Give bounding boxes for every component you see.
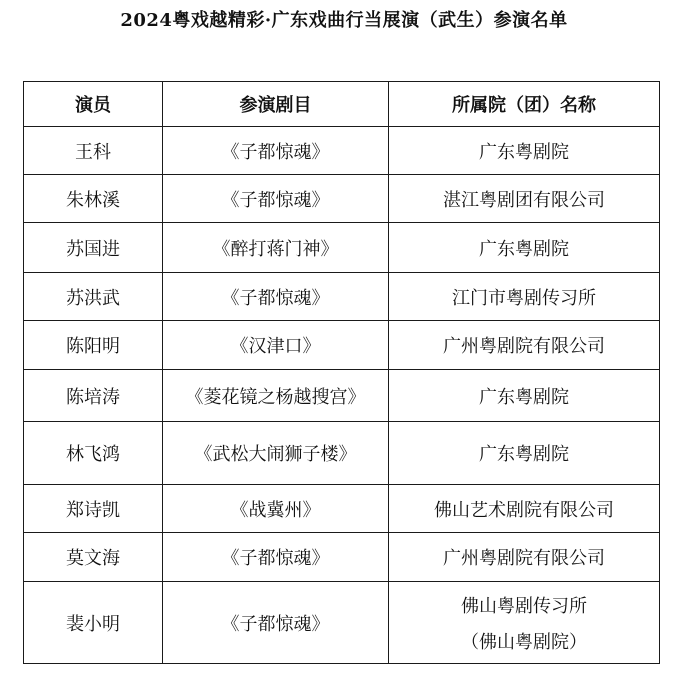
table-header-row (24, 82, 660, 127)
organization-cell: 广东粤剧院 (389, 223, 660, 273)
organization-name: 佛山粤剧传习所 (461, 595, 587, 617)
play-cell: 《醉打蒋门神》 (163, 223, 389, 273)
actor-cell: 陈阳明 (24, 321, 163, 370)
organization-cell (389, 582, 660, 664)
document-title: 2024粤戏越精彩·广东戏曲行当展演（武生）参演名单 (120, 10, 568, 31)
header-play: 参演剧目 (163, 82, 389, 127)
organization-cell: 佛山艺术剧院有限公司 (389, 485, 660, 533)
table-row (24, 127, 660, 175)
table-row (24, 273, 660, 321)
actor-cell: 苏洪武 (24, 273, 163, 321)
actor-cell: 莫文海 (24, 533, 163, 582)
table-row (24, 223, 660, 273)
organization-cell: 广州粤剧院有限公司 (389, 533, 660, 582)
actor-cell: 苏国进 (24, 223, 163, 273)
organization-cell: 广州粤剧院有限公司 (389, 321, 660, 370)
actor-cell: 王科 (24, 127, 163, 175)
table-row (24, 370, 660, 422)
table-row (24, 485, 660, 533)
organization-cell: 湛江粤剧团有限公司 (389, 175, 660, 223)
play-cell: 《菱花镜之杨越搜宫》 (163, 370, 389, 422)
organization-note: （佛山粤剧院） (461, 631, 587, 653)
organization-cell: 江门市粤剧传习所 (389, 273, 660, 321)
table-row (24, 175, 660, 223)
play-cell: 《子都惊魂》 (163, 273, 389, 321)
actor-cell: 郑诗凯 (24, 485, 163, 533)
header-actor: 演员 (24, 82, 163, 127)
table-row (24, 321, 660, 370)
header-organization: 所属院（团）名称 (389, 82, 660, 127)
organization-cell: 广东粤剧院 (389, 422, 660, 485)
actor-cell: 裴小明 (24, 582, 163, 664)
participants-table (23, 81, 660, 664)
table-row (24, 582, 660, 664)
table-row (24, 533, 660, 582)
play-cell: 《汉津口》 (163, 321, 389, 370)
organization-cell: 广东粤剧院 (389, 370, 660, 422)
actor-cell: 朱林溪 (24, 175, 163, 223)
actor-cell: 陈培涛 (24, 370, 163, 422)
play-cell: 《子都惊魂》 (163, 582, 389, 664)
play-cell: 《子都惊魂》 (163, 127, 389, 175)
table-row (24, 422, 660, 485)
actor-cell: 林飞鸿 (24, 422, 163, 485)
play-cell: 《武松大闹狮子楼》 (163, 422, 389, 485)
play-cell: 《子都惊魂》 (163, 533, 389, 582)
play-cell: 《战冀州》 (163, 485, 389, 533)
play-cell: 《子都惊魂》 (163, 175, 389, 223)
organization-cell: 广东粤剧院 (389, 127, 660, 175)
